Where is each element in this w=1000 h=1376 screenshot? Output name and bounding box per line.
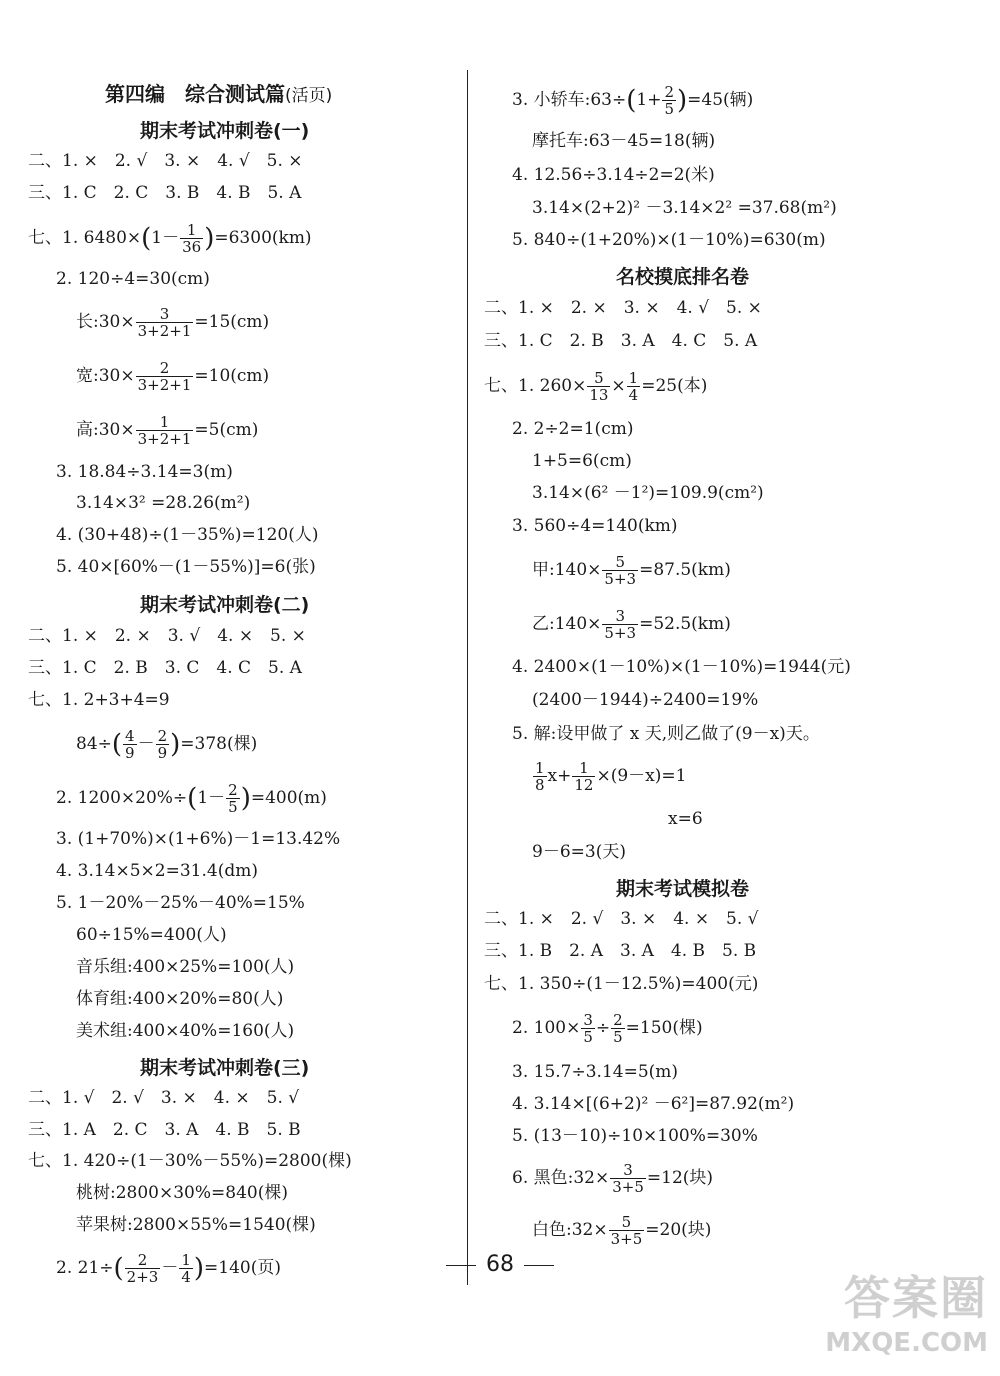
mock-q7-2: 2. 100× $\frac{3}{5}$ ÷ $\frac{2}{5}$ =150(棵) [512,1011,703,1046]
exam1-title: 期末考试冲刺卷(一) [140,120,310,142]
exam1-q7-4: 4. (30+48)÷(1－35%)=120(人) [56,525,319,545]
famous-equation: $\frac{1}{8}$ x+ $\frac{1}{12}$ ×(9－x)=1 [535,759,687,794]
exam3-answers-2: 二、1. √ 2. √ 3. × 4. × 5. √ [28,1088,300,1108]
exam2-q7-1b: 84÷( $\frac{4}{9}$ － $\frac{2}{9}$ )=378(棵) [76,727,258,762]
famous-q7-2: 2. 2÷2=1(cm) [512,419,634,439]
cont-q4b: 3.14×(2+2)² －3.14×2² =37.68(m²) [532,198,837,218]
exam3-answers-3: 三、1. A 2. C 3. A 4. B 5. B [28,1120,301,1140]
exam2-answers-3: 三、1. C 2. B 3. C 4. C 5. A [28,658,302,678]
mock-q7-4: 4. 3.14×[(6+2)² －6²]=87.92(m²) [512,1094,795,1114]
mock-q7-1: 七、1. 350÷(1－12.5%)=400(元) [484,974,759,994]
exam1-answers-3: 三、1. C 2. C 3. B 4. B 5. A [28,183,302,203]
famous-q7-3: 3. 560÷4=140(km) [512,516,678,536]
exam2-q7-4: 4. 3.14×5×2=31.4(dm) [56,861,258,881]
exam3-apple: 苹果树:2800×55%=1540(棵) [76,1215,316,1235]
famous-title: 名校摸底排名卷 [616,266,750,288]
page-number: 68 [486,1252,514,1277]
exam3-title: 期末考试冲刺卷(三) [140,1057,310,1079]
exam1-length: 长:30× $\frac{3}{3+2+1}$ =15(cm) [76,305,270,340]
exam1-q7-5: 5. 40×[60%－(1－55%)]=6(张) [56,557,316,577]
famous-jia: 甲:140× $\frac{5}{5+3}$ =87.5(km) [532,553,731,588]
famous-q7-4: 4. 2400×(1－10%)×(1－10%)=1944(元) [512,657,851,677]
exam3-q7-1: 七、1. 420÷(1－30%－55%)=2800(棵) [28,1151,352,1171]
exam1-q7-3: 3. 18.84÷3.14=3(m) [56,462,233,482]
exam1-q7-2: 2. 120÷4=30(cm) [56,269,210,289]
exam2-q7-3: 3. (1+70%)×(1+6%)－1=13.42% [56,829,341,849]
footer-dash-left [446,1265,476,1266]
exam2-sports: 体育组:400×20%=80(人) [76,989,284,1009]
exam1-width: 宽:30× $\frac{2}{3+2+1}$ =10(cm) [76,359,270,394]
exam2-q7-1: 七、1. 2+3+4=9 [28,690,170,710]
famous-answers-2: 二、1. × 2. × 3. × 4. √ 5. × [484,298,762,318]
famous-q7-4b: (2400－1944)÷2400=19% [532,690,759,710]
mock-white: 白色:32× $\frac{5}{3+5}$ =20(块) [532,1213,712,1248]
exam2-answers-2: 二、1. × 2. × 3. √ 4. × 5. × [28,626,306,646]
section-title: 第四编 综合测试篇(活页) [105,82,333,106]
exam1-answers-2: 二、1. × 2. √ 3. × 4. √ 5. × [28,151,303,171]
famous-q7-5: 5. 解:设甲做了 x 天,则乙做了(9－x)天。 [512,724,820,744]
watermark-logo: 答案圈 MXQE.COM [825,1271,988,1358]
exam1-q7-1: 七、1. 6480×(1－ $\frac{1}{36}$ )=6300(km) [28,221,312,256]
famous-q7-2c: 3.14×(6² －1²)=109.9(cm²) [532,483,764,503]
famous-q7-1: 七、1. 260× $\frac{5}{13}$ × $\frac{1}{4}$ =25(本) [484,369,708,404]
mock-q7-3: 3. 15.7÷3.14=5(m) [512,1062,679,1082]
cont-q4: 4. 12.56÷3.14÷2=2(米) [512,165,715,185]
famous-yi: 乙:140× $\frac{3}{5+3}$ =52.5(km) [532,607,731,642]
mock-q7-5: 5. (13－10)÷10×100%=30% [512,1126,758,1146]
column-divider [467,70,468,1285]
mock-answers-3: 三、1. B 2. A 3. A 4. B 5. B [484,941,757,961]
exam3-peach: 桃树:2800×30%=840(棵) [76,1183,288,1203]
cont-q5: 5. 840÷(1+20%)×(1－10%)=630(m) [512,230,826,250]
cont-q3: 3. 小轿车:63÷(1+ $\frac{2}{5}$ )=45(辆) [512,83,754,118]
exam2-q7-2: 2. 1200×20%÷(1－ $\frac{2}{5}$ )=400(m) [56,781,327,816]
exam2-q7-5: 5. 1－20%－25%－40%=15% [56,893,305,913]
exam2-title: 期末考试冲刺卷(二) [140,594,310,616]
exam2-art: 美术组:400×40%=160(人) [76,1021,295,1041]
famous-q7-2b: 1+5=6(cm) [532,451,632,471]
exam3-q7-2: 2. 21÷( $\frac{2}{2+3}$ － $\frac{1}{4}$ )=140(页) [56,1251,281,1286]
famous-answers-3: 三、1. C 2. B 3. A 4. C 5. A [484,331,758,351]
cont-q3b: 摩托车:63－45=18(辆) [532,131,716,151]
mock-black: 6. 黑色:32× $\frac{3}{3+5}$ =12(块) [512,1161,714,1196]
exam2-q7-5b: 60÷15%=400(人) [76,925,227,945]
footer-dash-right [524,1265,554,1266]
mock-title: 期末考试模拟卷 [616,878,750,900]
famous-solution: x=6 [668,809,703,829]
mock-answers-2: 二、1. × 2. √ 3. × 4. × 5. √ [484,909,759,929]
exam1-height: 高:30× $\frac{1}{3+2+1}$ =5(cm) [76,413,259,448]
famous-result: 9－6=3(天) [532,842,626,862]
exam1-q7-3b: 3.14×3² =28.26(m²) [76,493,251,513]
exam2-music: 音乐组:400×25%=100(人) [76,957,295,977]
